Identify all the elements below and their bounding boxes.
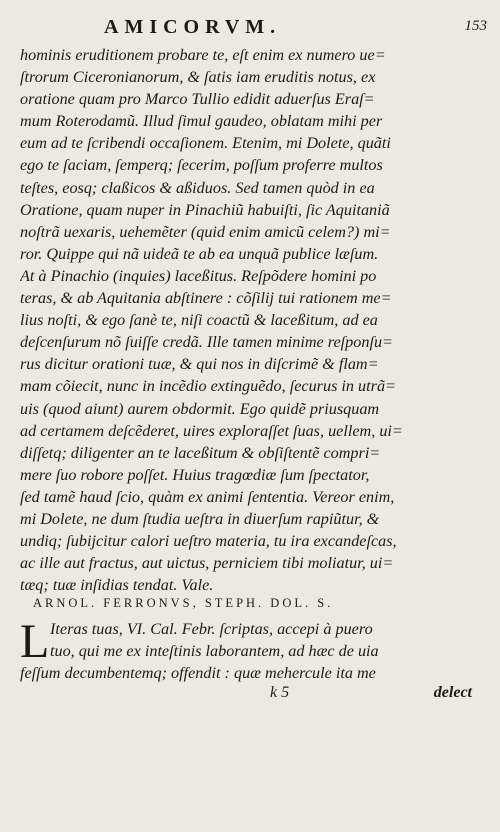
text-line: mum Roterodamũ. Illud ſimul gaudeo, oblatam mihi per	[20, 112, 383, 131]
text-line: Iteras tuas, VI. Cal. Febr. ſcriptas, accepi à puero	[50, 620, 373, 638]
text-line: ſed tamẽ haud ſcio, quàm ex animi ſententia. Vereor enim,	[20, 487, 395, 506]
text-line: ſtrorum Ciceronianorum, & ſatis iam eruditis notus, ex	[20, 68, 376, 87]
letter-body	[20, 44, 488, 596]
second-letter	[20, 615, 488, 684]
text-line: lius noſti, & ego ſanè te, niſi coactũ & laceßitum, ad ea	[20, 311, 378, 330]
letter-salutation: ARNOL. FERRONVS, STEPH. DOL. S.	[33, 596, 334, 610]
running-title: AMICORVM.	[104, 16, 282, 38]
text-line: hominis eruditionem probare te, eſt enim ex numero ue=	[20, 46, 386, 64]
text-line: teſtes, eosq; claßicos & aßiduos. Sed tamen quòd in ea	[20, 178, 375, 197]
text-line: ror. Quippe qui nã uideã te ab ea unquã publice læſum.	[20, 244, 379, 263]
drop-capital: L	[20, 615, 50, 668]
text-line: uis (quod aiunt) aurem obdormit. Ego quidẽ priusquam	[20, 399, 380, 418]
text-line: At à Pinachio (inquies) laceßitus. Reſpõdere homini po	[20, 266, 377, 285]
page-number: 153	[464, 18, 487, 34]
text-line: eum ad te ſcribendi occaſionem. Etenim, mi Dolete, quãti	[20, 134, 391, 153]
page-header	[0, 16, 500, 40]
text-line: mam cõiecit, nunc in incẽdio extinguẽdo, ſecurus in utrã=	[20, 377, 396, 396]
text-line: rus dicitur orationi tuæ, & qui nos in diſcrimẽ & flam=	[20, 355, 379, 374]
text-line: teras, & ab Aquitania abſtinere : cõſilij tui rationem me=	[20, 289, 392, 308]
text-line: feſſum decumbentemq; offendit : quæ mehercule ita me	[20, 664, 376, 683]
text-line: oratione quam pro Marco Tullio edidit aduerſus Eraſ=	[20, 90, 375, 109]
signature-mark: k 5	[270, 684, 290, 701]
text-line: Oratione, quam nuper in Pinachiũ habuiſti, ſic Aquitaniã	[20, 200, 390, 219]
text-line: noſtrã uexaris, uehemẽter (quid enim amicũ celem?) mi=	[20, 222, 391, 241]
page-footer	[0, 684, 500, 708]
text-line: ad certamem deſcẽderet, uires exploraſſet ſuas, uellem, ui=	[20, 421, 403, 440]
text-line: ego te ſaciam, ſemperq; ſecerim, poſſum proferre multos	[20, 156, 383, 175]
text-line: mi Dolete, ne dum ſtudia ueſtra in diuerſum rapiũtur, &	[20, 509, 380, 528]
text-line: tuo, qui me ex inteſtinis laborantem, ad hæc de uia	[50, 642, 379, 661]
text-line: undiq; ſubijcitur calori ueſtro materia, tu ira excandeſcas,	[20, 532, 397, 551]
text-line: diſſetq; diligenter an te laceßitum & obſiſtentẽ compri=	[20, 443, 381, 462]
catchword: delect	[433, 684, 472, 701]
text-line: ac ille aut fractus, aut uictus, perniciem tibi moliatur, ui=	[20, 554, 394, 573]
text-line: mere ſuo robore poſſet. Huius tragœdiæ ſum ſpectator,	[20, 465, 370, 484]
text-line: tæq; tuæ inſidias tendat. Vale.	[20, 576, 214, 595]
text-line: deſcenſurum nõ ſuiſſe credã. Ille tamen minime reſponſu=	[20, 333, 393, 352]
